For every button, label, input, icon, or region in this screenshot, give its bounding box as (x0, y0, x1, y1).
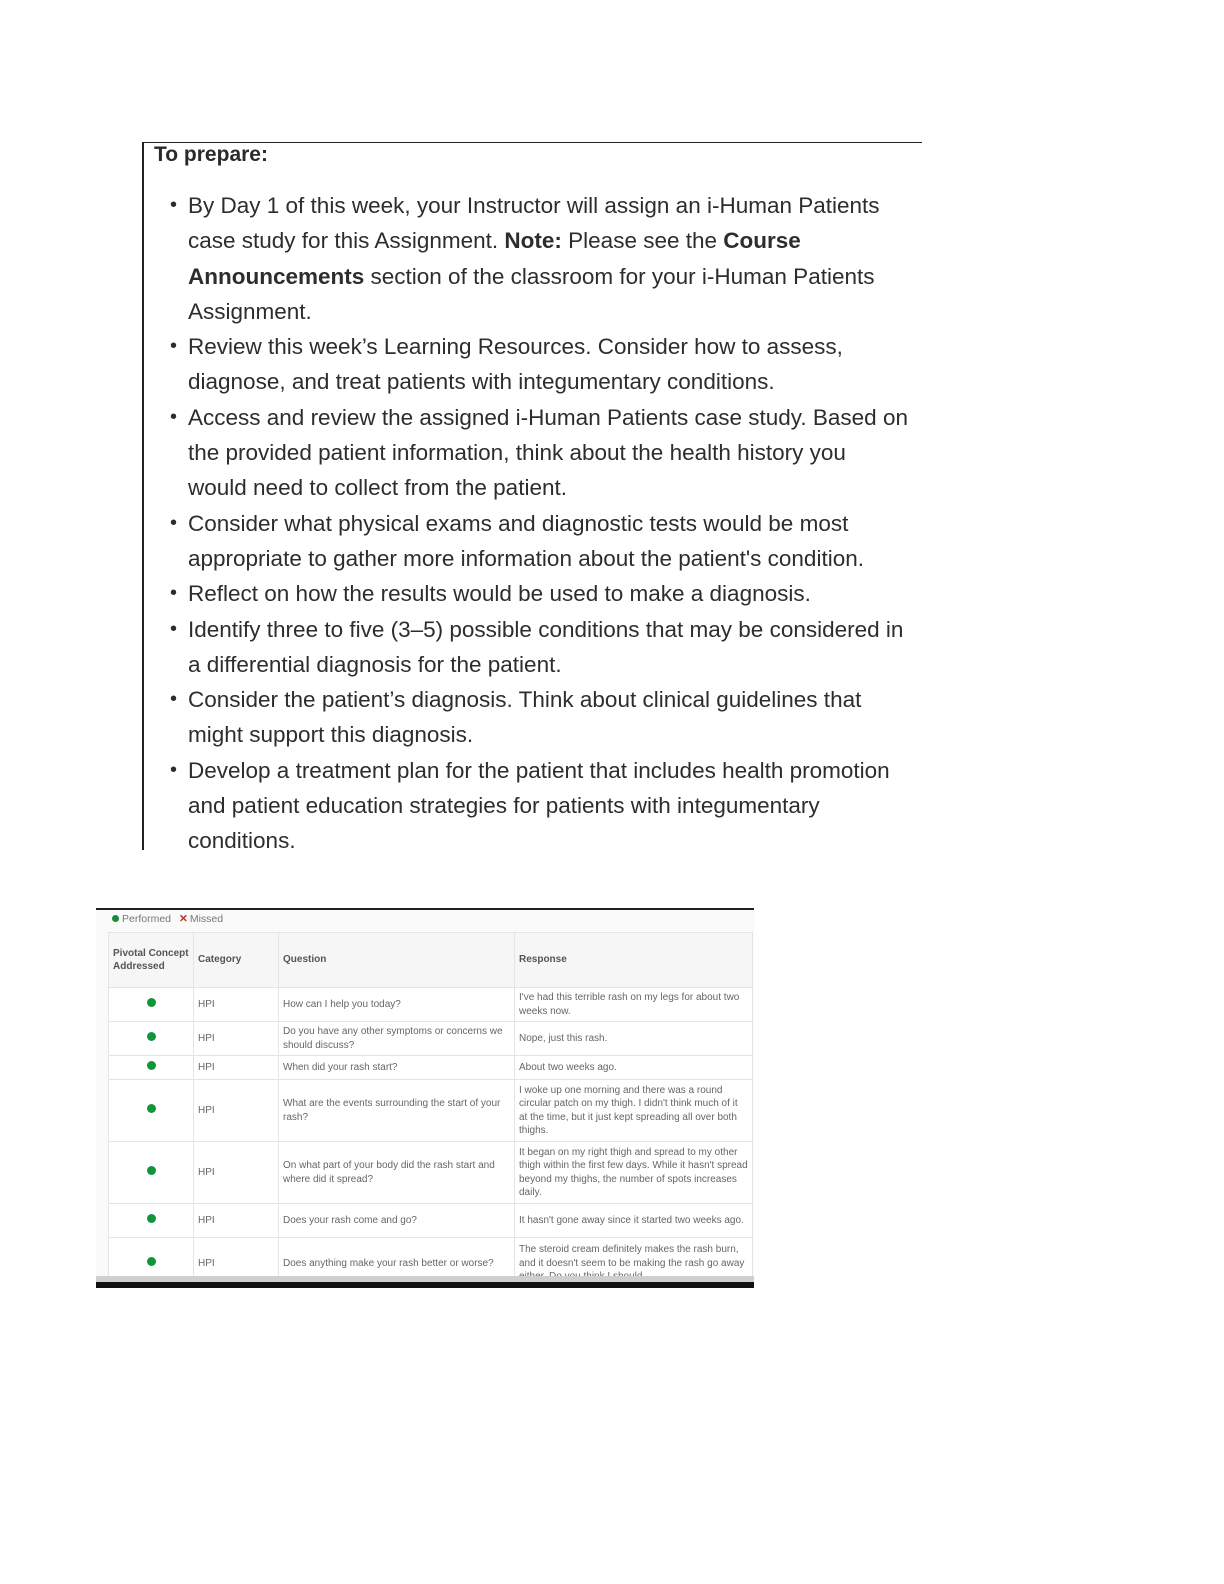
pivotal-cell (109, 1022, 194, 1056)
performed-dot-icon (147, 1032, 156, 1041)
pivotal-cell (109, 1080, 194, 1142)
response-cell: I woke up one morning and there was a round circular patch on my thigh. I didn't think much of it at the time, but it just kept spreading all over both thighs. (515, 1080, 753, 1142)
question-cell: What are the events surrounding the start of your rash? (279, 1080, 515, 1142)
text-run: Review this week’s Learning Resources. Consider how to assess, (188, 334, 843, 360)
table-body (109, 988, 753, 1289)
question-cell: How can I help you today? (279, 988, 515, 1022)
category-cell: HPI (194, 1204, 279, 1238)
text-run: and patient education strategies for patients with integumentary (188, 793, 820, 819)
text-run: a differential diagnosis for the patient. (188, 651, 562, 677)
missed-x-icon: ✕ (179, 913, 188, 925)
performed-dot-icon (112, 915, 119, 922)
performed-dot-icon (147, 1214, 156, 1223)
pivotal-cell (109, 1204, 194, 1238)
response-cell: Nope, just this rash. (515, 1022, 753, 1056)
category-cell: HPI (194, 1022, 279, 1056)
text-run: diagnose, and treat patients with integumentary conditions. (188, 369, 775, 395)
table-row (109, 1056, 753, 1080)
prepare-list-item (170, 682, 922, 753)
legend (112, 912, 223, 926)
performed-dot-icon (147, 1166, 156, 1175)
legend-missed: Missed (189, 913, 224, 925)
text-run: would need to collect from the patient. (188, 475, 567, 501)
performed-dot-icon (147, 1257, 156, 1266)
pivotal-cell (109, 988, 194, 1022)
response-cell: The steroid cream definitely makes the rash burn, and it doesn't seem to be making the rash go away (515, 1238, 753, 1289)
question-cell: Does anything make your rash better or worse? (279, 1238, 515, 1289)
performed-dot-icon (147, 1104, 156, 1113)
category-cell: HPI (194, 1080, 279, 1142)
left-border (142, 142, 144, 850)
text-run: the provided patient information, think about the health history you (188, 440, 846, 466)
header-question: Question (279, 933, 515, 988)
top-border (96, 908, 754, 910)
text-run: Consider what physical exams and diagnostic tests would be most (188, 510, 849, 536)
text-run: might support this diagnosis. (188, 722, 474, 748)
bold-text: Note: (504, 228, 562, 254)
category-cell: HPI (194, 988, 279, 1022)
text-run: Identify three to five (3–5) possible conditions that may be considered in (188, 616, 904, 642)
question-cell: Do you have any other symptoms or concerns we should discuss? (279, 1022, 515, 1056)
text-run: Develop a treatment plan for the patient that includes health promotion (188, 757, 890, 783)
text-run: Access and review the assigned i-Human Patients case study. Based on (188, 404, 908, 430)
bottom-border (96, 1282, 754, 1288)
pivotal-cell (109, 1056, 194, 1080)
header-response: Response (515, 933, 753, 988)
question-cell: When did your rash start? (279, 1056, 515, 1080)
to-prepare-screenshot (142, 142, 922, 850)
prepare-list-item (170, 506, 922, 577)
prepare-list-item (170, 188, 922, 329)
prepare-list-item (170, 576, 922, 611)
table-row (109, 988, 753, 1022)
table-row (109, 1142, 753, 1204)
prepare-list-item (170, 612, 922, 683)
performed-dot-icon (147, 998, 156, 1007)
category-cell: HPI (194, 1238, 279, 1289)
text-run: Assignment. (188, 298, 312, 324)
question-cell: Does your rash come and go? (279, 1204, 515, 1238)
prepare-list-item (170, 400, 922, 506)
header-pivotal: Pivotal Concept Addressed (109, 933, 194, 988)
hpi-table (108, 932, 753, 1288)
text-run: appropriate to gather more information about the patient's condition. (188, 545, 864, 571)
prepare-list (170, 188, 922, 850)
text-run: section of the classroom for your i-Human Patients (364, 263, 875, 289)
response-cell: About two weeks ago. (515, 1056, 753, 1080)
ihuman-table-screenshot (96, 908, 754, 1288)
table-header-row (109, 933, 753, 988)
table-row (109, 1080, 753, 1142)
question-cell: On what part of your body did the rash start and where did it spread? (279, 1142, 515, 1204)
text-run: Reflect on how the results would be used to make a diagnosis. (188, 581, 811, 607)
category-cell: HPI (194, 1056, 279, 1080)
text-run: Consider the patient’s diagnosis. Think about clinical guidelines that (188, 687, 862, 713)
text-run: Please see the (561, 228, 724, 254)
performed-dot-icon (147, 1061, 156, 1070)
bold-text: Announcements (188, 263, 365, 289)
prepare-list-item (170, 329, 922, 400)
header-category: Category (194, 933, 279, 988)
response-cell: It hasn't gone away since it started two weeks ago. (515, 1204, 753, 1238)
text-run: By Day 1 of this week, your Instructor will assign an i-Human Patients (188, 193, 880, 218)
response-cell: It began on my right thigh and spread to my other thigh within the first few days. While it hasn't spread beyond my thighs, the number of spots increases daily. (515, 1142, 753, 1204)
table-row (109, 1204, 753, 1238)
pivotal-cell (109, 1142, 194, 1204)
prepare-heading: To prepare: (154, 143, 268, 166)
bold-text: Course (723, 228, 801, 254)
response-cell: I've had this terrible rash on my legs for about two weeks now. (515, 988, 753, 1022)
category-cell: HPI (194, 1142, 279, 1204)
text-run: case study for this Assignment. (188, 228, 505, 254)
table-row (109, 1022, 753, 1056)
text-run: conditions. (188, 828, 296, 850)
legend-performed: Performed (122, 913, 172, 925)
prepare-list-item (170, 753, 922, 850)
